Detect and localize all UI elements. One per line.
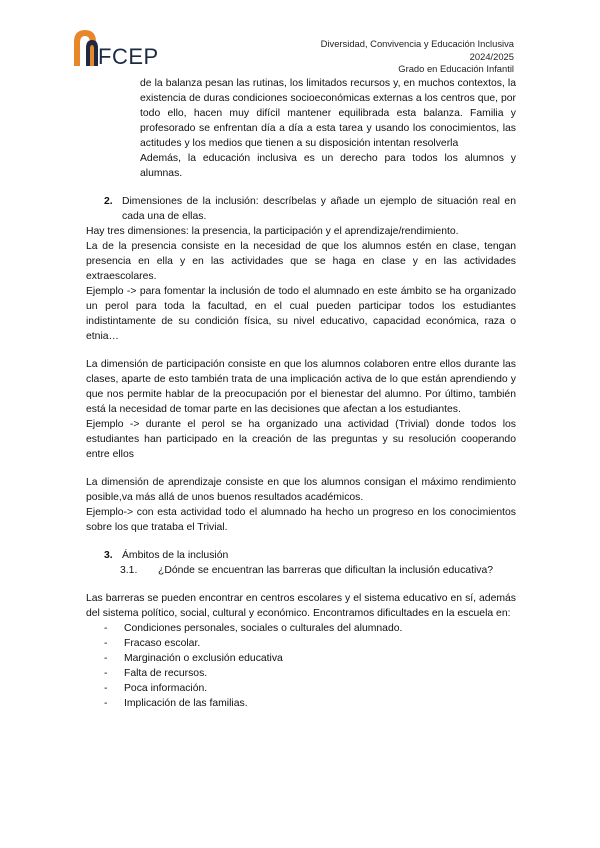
paragraph: La dimensión de participación consiste en que los alumnos colaboren entre ellos durante las clases, aparte de esto también trata de una implicación activa de lo que están aprendiendo y que nos permite hablar de la preocupación por el bienestar del alumno. Por último, también está la necesidad de tomar parte en las decisiones que afectan a los estudiantes. <box>86 359 516 415</box>
header-year: 2024/2025 <box>469 50 514 62</box>
subquestion-title: ¿Dónde se encuentran las barreras que dificultan la inclusión educativa? <box>158 565 494 576</box>
barriers-list <box>86 621 516 711</box>
intro-paragraph: de la balanza pesan las rutinas, los limitados recursos y, en muchos contextos, la existencia de duras condiciones socioeconómicas externas a los centros que, por todo ello, hacen muy difícil mantener equilibrada esta balanza. Familia y profesorado se enfrentan día a día a esta tarea y usando los conocimientos, las actitudes y los medios que tienen a su disposición intentan resolverla <box>140 78 516 149</box>
logo-text: FCEP <box>98 44 159 69</box>
paragraph: Ejemplo -> durante el perol se ha organizado una actividad (Trivial) donde todos los estudiantes han participado en la creación de las preguntas y su resolución cooperando entre ellos <box>86 419 516 460</box>
question-3-heading <box>86 548 516 563</box>
paragraph: Ejemplo -> para fomentar la inclusión de todo el alumnado en este ámbito se ha organizado un perol para toda la facultad, en el cual pueden participar todos los estudiantes indistintamente de su condición física, su nivel educativo, capacidad económica, raza o etnia… <box>86 286 516 342</box>
list-item: - Condiciones personales, sociales o culturales del alumnado. <box>104 623 403 634</box>
list-item: - Marginación o exclusión educativa <box>104 653 283 664</box>
document-header <box>321 38 514 76</box>
question-2-heading <box>86 194 516 224</box>
logo-orange-arch <box>74 30 96 66</box>
question-number: 2. <box>104 196 113 207</box>
document-body <box>86 76 516 711</box>
paragraph: La dimensión de aprendizaje consiste en que los alumnos consigan el máximo rendimiento posible,va más allá de unos buenos resultados académicos. <box>86 477 516 503</box>
subquestion-3-1 <box>86 563 516 578</box>
question-title: Ámbitos de la inclusión <box>122 550 229 561</box>
question-title: Dimensiones de la inclusión: descríbelas y añade un ejemplo de situación real en cada una de ellas. <box>122 196 516 222</box>
paragraph: La de la presencia consiste en la necesidad de que los alumnos estén en clase, tengan presencia en ella y en las actividades que se haga en clase y en las actividades extraescolares. <box>86 241 516 282</box>
subquestion-number: 3.1. <box>120 565 138 576</box>
paragraph: Hay tres dimensiones: la presencia, la participación y el aprendizaje/rendimiento. <box>86 226 459 237</box>
list-item: - Falta de recursos. <box>104 668 208 679</box>
header-degree: Grado en Educación Infantil <box>398 63 514 74</box>
question-number: 3. <box>104 550 113 561</box>
paragraph: Las barreras se pueden encontrar en centros escolares y el sistema educativo en sí, además del sistema político, social, cultural y económico. Encontramos dificultades en la escuela en: <box>86 593 516 619</box>
intro-paragraph-2: Además, la educación inclusiva es un derecho para todos los alumnos y alumnas. <box>140 153 516 179</box>
header-course: Diversidad, Convivencia y Educación Inclusiva <box>320 38 514 49</box>
list-item: - Poca información. <box>104 683 208 694</box>
list-item: - Fracaso escolar. <box>104 638 201 649</box>
paragraph: Ejemplo-> con esta actividad todo el alumnado ha hecho un progreso en los conocimientos sobre los que trataba el Trivial. <box>86 507 516 533</box>
list-item: - Implicación de las familias. <box>104 698 248 709</box>
